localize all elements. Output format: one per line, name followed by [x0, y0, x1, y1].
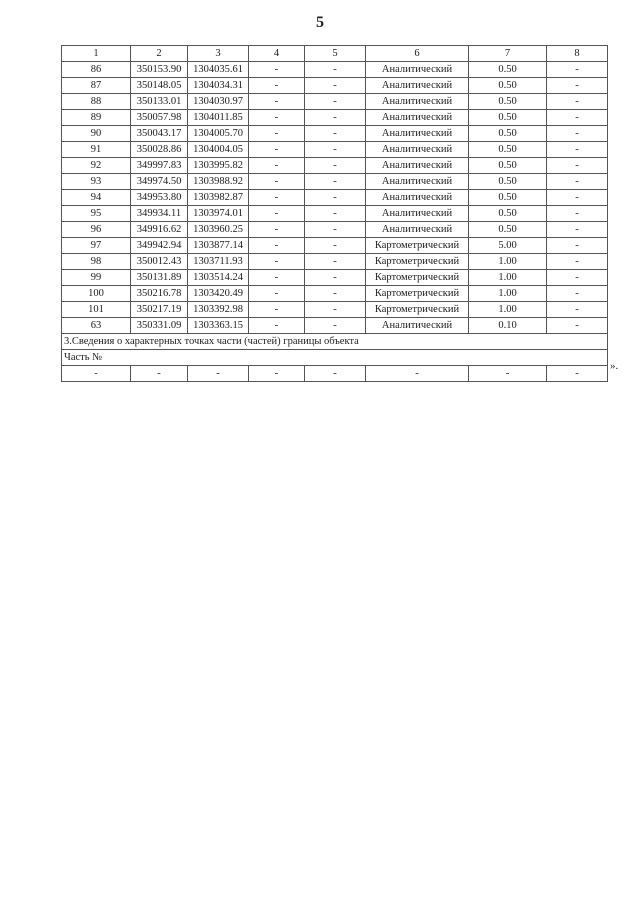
- table-row: [62, 174, 608, 190]
- table-cell: Аналитический: [366, 190, 469, 206]
- table-cell: 1304011.85: [188, 110, 249, 126]
- table-cell: 1303711.93: [188, 254, 249, 270]
- table-cell: 0.50: [469, 62, 547, 78]
- table-cell: -: [305, 190, 366, 206]
- empty-cell: -: [366, 366, 469, 382]
- table-cell: 94: [62, 190, 131, 206]
- table-row: [62, 206, 608, 222]
- table-row: [62, 254, 608, 270]
- table-cell: 1304030.97: [188, 94, 249, 110]
- table-cell: Картометрический: [366, 238, 469, 254]
- table-row: [62, 78, 608, 94]
- table-cell: Аналитический: [366, 126, 469, 142]
- table-cell: 349942.94: [131, 238, 188, 254]
- table-cell: -: [249, 286, 305, 302]
- table-cell: 0.50: [469, 222, 547, 238]
- table-cell: -: [249, 254, 305, 270]
- table-row: [62, 238, 608, 254]
- header-cell: 1: [62, 46, 131, 62]
- table-cell: -: [547, 142, 608, 158]
- table-cell: 350331.09: [131, 318, 188, 334]
- header-cell: 3: [188, 46, 249, 62]
- table-cell: -: [249, 222, 305, 238]
- table-row: [62, 318, 608, 334]
- table-cell: 349916.62: [131, 222, 188, 238]
- table-cell: -: [305, 286, 366, 302]
- table-cell: 89: [62, 110, 131, 126]
- table-cell: 0.50: [469, 158, 547, 174]
- table-cell: 1303420.49: [188, 286, 249, 302]
- table-cell: 1303988.92: [188, 174, 249, 190]
- header-cell: 4: [249, 46, 305, 62]
- table-cell: 1304005.70: [188, 126, 249, 142]
- table-row: [62, 222, 608, 238]
- table-row: [62, 94, 608, 110]
- table-cell: -: [547, 174, 608, 190]
- empty-cell: -: [305, 366, 366, 382]
- table-cell: 92: [62, 158, 131, 174]
- table-cell: 350057.98: [131, 110, 188, 126]
- table-cell: 63: [62, 318, 131, 334]
- table-cell: 101: [62, 302, 131, 318]
- table-row: [62, 270, 608, 286]
- table-row: [62, 190, 608, 206]
- table-cell: -: [305, 94, 366, 110]
- table-cell: 350131.89: [131, 270, 188, 286]
- table-cell: 350028.86: [131, 142, 188, 158]
- table-cell: 1304004.05: [188, 142, 249, 158]
- table-cell: Аналитический: [366, 174, 469, 190]
- table-cell: 97: [62, 238, 131, 254]
- table-cell: 0.10: [469, 318, 547, 334]
- table-body: [62, 62, 608, 334]
- table-cell: -: [305, 302, 366, 318]
- table-cell: -: [547, 158, 608, 174]
- table-cell: -: [305, 270, 366, 286]
- table-cell: 99: [62, 270, 131, 286]
- table-cell: -: [249, 62, 305, 78]
- table-row: [62, 62, 608, 78]
- table-cell: 86: [62, 62, 131, 78]
- table-row: [62, 142, 608, 158]
- table-cell: 349974.50: [131, 174, 188, 190]
- table-cell: -: [249, 206, 305, 222]
- table-cell: 1303982.87: [188, 190, 249, 206]
- table-cell: 0.50: [469, 110, 547, 126]
- table-cell: 349953.80: [131, 190, 188, 206]
- table-cell: Аналитический: [366, 62, 469, 78]
- table-cell: -: [547, 110, 608, 126]
- table-cell: -: [249, 270, 305, 286]
- table-cell: -: [249, 174, 305, 190]
- table-cell: 1.00: [469, 254, 547, 270]
- empty-cell: -: [188, 366, 249, 382]
- table-cell: -: [547, 206, 608, 222]
- table-cell: -: [249, 238, 305, 254]
- table-cell: -: [305, 206, 366, 222]
- table-header-row: [62, 46, 608, 62]
- boundary-points-table: [61, 45, 608, 382]
- table-cell: 350153.90: [131, 62, 188, 78]
- table-cell: -: [547, 318, 608, 334]
- table-cell: Аналитический: [366, 110, 469, 126]
- table-cell: -: [305, 142, 366, 158]
- table-cell: 1304034.31: [188, 78, 249, 94]
- table-row: [62, 286, 608, 302]
- table-cell: -: [547, 62, 608, 78]
- table-cell: -: [305, 174, 366, 190]
- table-cell: -: [249, 318, 305, 334]
- section-title: 3.Сведения о характерных точках части (частей) границы объекта: [62, 334, 608, 350]
- table-cell: -: [547, 238, 608, 254]
- table-cell: Картометрический: [366, 286, 469, 302]
- table-cell: Аналитический: [366, 78, 469, 94]
- header-cell: 7: [469, 46, 547, 62]
- header-cell: 5: [305, 46, 366, 62]
- table-cell: 0.50: [469, 126, 547, 142]
- table-cell: -: [547, 126, 608, 142]
- header-cell: 2: [131, 46, 188, 62]
- table-cell: 349934.11: [131, 206, 188, 222]
- table-cell: 95: [62, 206, 131, 222]
- table-cell: -: [547, 94, 608, 110]
- table-cell: 93: [62, 174, 131, 190]
- table-cell: 100: [62, 286, 131, 302]
- table-cell: 96: [62, 222, 131, 238]
- table-cell: Аналитический: [366, 142, 469, 158]
- table-cell: -: [249, 190, 305, 206]
- table-cell: Картометрический: [366, 302, 469, 318]
- table-row: [62, 126, 608, 142]
- table-cell: 1303514.24: [188, 270, 249, 286]
- table-cell: 0.50: [469, 94, 547, 110]
- table-cell: Аналитический: [366, 318, 469, 334]
- table-cell: -: [249, 126, 305, 142]
- table-cell: 0.50: [469, 174, 547, 190]
- table-cell: 1303363.15: [188, 318, 249, 334]
- table-cell: -: [547, 190, 608, 206]
- table-cell: 1304035.61: [188, 62, 249, 78]
- table-cell: 5.00: [469, 238, 547, 254]
- section-title-row: [62, 334, 608, 350]
- table-cell: -: [249, 142, 305, 158]
- table-cell: -: [305, 126, 366, 142]
- closing-quote: ».: [610, 360, 619, 372]
- table-cell: 350148.05: [131, 78, 188, 94]
- table-cell: 0.50: [469, 142, 547, 158]
- table-cell: 1303877.14: [188, 238, 249, 254]
- table-cell: 1303392.98: [188, 302, 249, 318]
- table-cell: 1303995.82: [188, 158, 249, 174]
- table-cell: 1.00: [469, 270, 547, 286]
- table-cell: -: [547, 222, 608, 238]
- table-cell: Аналитический: [366, 158, 469, 174]
- table-cell: 90: [62, 126, 131, 142]
- table-cell: Аналитический: [366, 222, 469, 238]
- table-cell: -: [547, 78, 608, 94]
- header-cell: 6: [366, 46, 469, 62]
- table-cell: -: [547, 270, 608, 286]
- part-label: Часть №: [62, 350, 608, 366]
- table-cell: Картометрический: [366, 270, 469, 286]
- table-cell: 1.00: [469, 286, 547, 302]
- empty-cell: -: [131, 366, 188, 382]
- table-cell: -: [305, 158, 366, 174]
- table-cell: -: [305, 110, 366, 126]
- table-cell: 350217.19: [131, 302, 188, 318]
- table-cell: -: [547, 302, 608, 318]
- empty-cell: -: [62, 366, 131, 382]
- table-cell: 350133.01: [131, 94, 188, 110]
- page-number: 5: [316, 14, 324, 31]
- table-cell: 88: [62, 94, 131, 110]
- table-cell: 1.00: [469, 302, 547, 318]
- table-cell: Аналитический: [366, 94, 469, 110]
- table-cell: 0.50: [469, 78, 547, 94]
- table-cell: -: [305, 254, 366, 270]
- table-row: [62, 302, 608, 318]
- table-cell: -: [305, 318, 366, 334]
- part-label-row: [62, 350, 608, 366]
- table-cell: -: [305, 222, 366, 238]
- table-cell: -: [249, 78, 305, 94]
- table-cell: -: [249, 302, 305, 318]
- empty-cell: -: [469, 366, 547, 382]
- table-cell: 98: [62, 254, 131, 270]
- header-cell: 8: [547, 46, 608, 62]
- table-cell: -: [547, 286, 608, 302]
- table-cell: -: [249, 110, 305, 126]
- table-cell: -: [249, 158, 305, 174]
- table-cell: -: [305, 238, 366, 254]
- table-cell: 0.50: [469, 206, 547, 222]
- empty-cell: -: [547, 366, 608, 382]
- table-cell: 1303974.01: [188, 206, 249, 222]
- table-cell: 350043.17: [131, 126, 188, 142]
- table-cell: Картометрический: [366, 254, 469, 270]
- table-cell: 91: [62, 142, 131, 158]
- table-cell: 0.50: [469, 190, 547, 206]
- empty-row: [62, 366, 608, 382]
- table-cell: -: [547, 254, 608, 270]
- table-row: [62, 158, 608, 174]
- table-cell: Аналитический: [366, 206, 469, 222]
- table-cell: 350012.43: [131, 254, 188, 270]
- table-cell: 349997.83: [131, 158, 188, 174]
- table-row: [62, 110, 608, 126]
- table-cell: 350216.78: [131, 286, 188, 302]
- table-cell: 87: [62, 78, 131, 94]
- table-cell: -: [305, 78, 366, 94]
- table-cell: -: [249, 94, 305, 110]
- table-cell: -: [305, 62, 366, 78]
- table-cell: 1303960.25: [188, 222, 249, 238]
- empty-cell: -: [249, 366, 305, 382]
